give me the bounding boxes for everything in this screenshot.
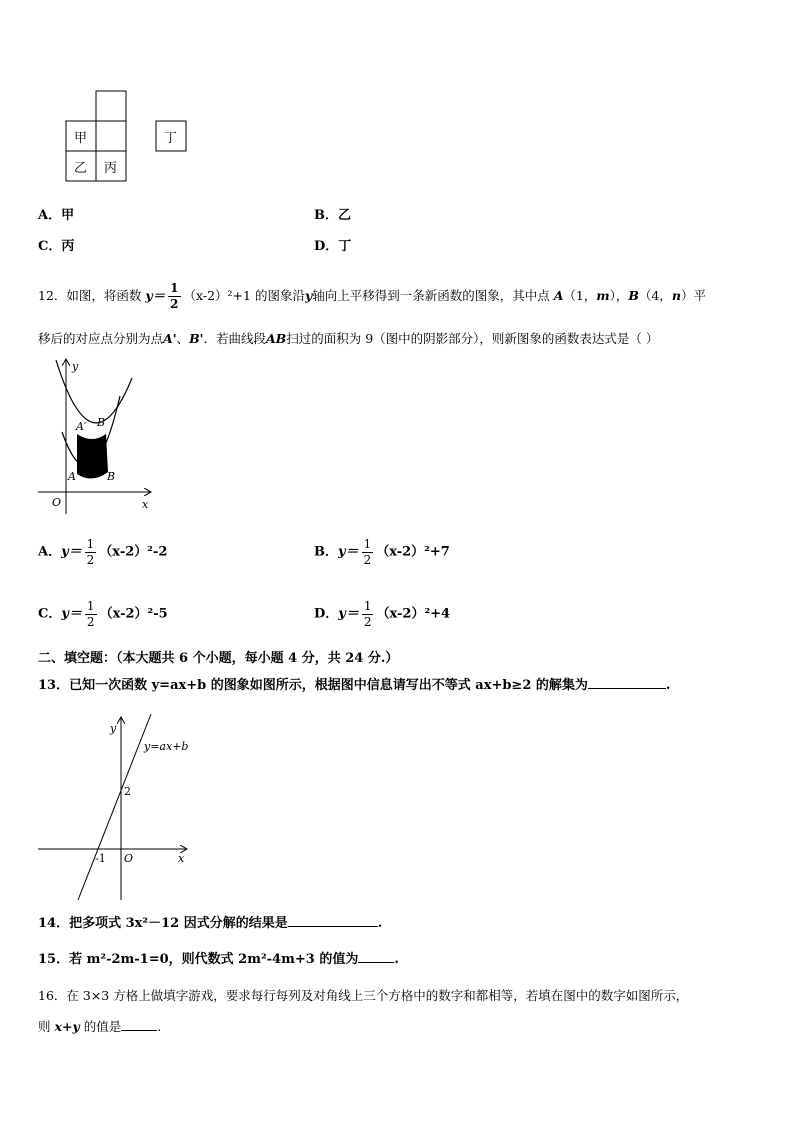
q12-option-b[interactable]: [314, 538, 450, 566]
shifted-parabola: [56, 360, 132, 423]
q16-line2-b: 的值是: [83, 1019, 122, 1034]
q12-number: 12．: [38, 288, 67, 303]
option-letter: C．: [38, 606, 62, 622]
q12-option-a[interactable]: [38, 538, 167, 566]
option-tail: （x-2）²-2: [99, 544, 168, 560]
graph-label-x: x: [178, 852, 185, 865]
graph-label-a: A: [68, 470, 76, 483]
graph-label-a-prime: A′: [76, 420, 87, 433]
q12-sep: 、: [176, 331, 190, 346]
option-fraction: [362, 600, 374, 628]
q12-m: m: [596, 288, 610, 303]
q12-text-part3: 轴向上平移得到一条新函数的图象，其中点: [312, 288, 550, 303]
graph-line-label: y=ax+b: [144, 740, 189, 753]
shaded-region: [77, 434, 108, 479]
net-label-bing: 丙: [104, 161, 118, 176]
q12-line2: [38, 333, 658, 346]
frac-denominator: 2: [363, 614, 372, 629]
q15-answer-blank[interactable]: [358, 961, 394, 963]
q12-parabola-graph: [36, 356, 161, 516]
frac-denominator: 2: [170, 297, 179, 311]
q12-text-part1: 如图，将函数: [66, 288, 142, 303]
q15-end: .: [394, 952, 399, 967]
q12-ab: AB: [265, 331, 287, 346]
q12-text-part4: ）平: [681, 288, 707, 303]
option-letter: B．: [314, 544, 338, 560]
graph-label-y: y: [72, 360, 79, 373]
q16-xy: x+y: [54, 1019, 80, 1034]
q13-stem: [38, 679, 670, 692]
q12-point-a: A: [553, 288, 564, 303]
y-intercept-label: 2: [124, 785, 131, 798]
q12-fraction: [168, 282, 180, 310]
option-tail: （x-2）²+4: [376, 606, 451, 622]
option-fraction: [85, 600, 97, 628]
option-y-eq: y＝: [61, 606, 82, 622]
q11-option-a[interactable]: A．甲: [38, 208, 75, 223]
frac-numerator: 1: [86, 599, 95, 613]
frac-numerator: 1: [363, 537, 372, 551]
q12-close-a: ），: [609, 288, 629, 303]
graph-label-b-prime: B′: [97, 416, 108, 429]
frac-denominator: 2: [363, 552, 372, 567]
net-label-ding: 丁: [164, 131, 178, 146]
graph-label-origin: O: [124, 852, 134, 865]
q11-option-c[interactable]: C．丙: [38, 239, 75, 254]
q12-coords-b: （4，: [638, 288, 672, 303]
frac-numerator: 1: [363, 599, 372, 613]
function-line: [78, 714, 151, 900]
q12-n: n: [671, 288, 681, 303]
q12-line2-b: ．若曲线段: [203, 331, 266, 346]
q16-end: .: [157, 1019, 162, 1034]
q13-line-graph: [36, 712, 196, 904]
q12-option-d[interactable]: [314, 600, 450, 628]
q14-text: 14．把多项式 3x²－12 因式分解的结果是: [38, 916, 288, 931]
option-fraction: [85, 538, 97, 566]
cube-net-figure: [60, 85, 200, 190]
q12-coords-a: （1，: [563, 288, 597, 303]
option-y-eq: y＝: [338, 544, 359, 560]
x-intercept-label: -1: [95, 852, 106, 865]
option-tail: （x-2）²+7: [376, 544, 450, 560]
option-y-eq: y＝: [338, 606, 359, 622]
q16-line2-a: 则: [38, 1019, 51, 1034]
net-label-yi: 乙: [74, 161, 88, 176]
q12-text-part2: （x-2）²+1 的图象沿: [183, 288, 305, 303]
frac-numerator: 1: [86, 537, 95, 551]
q13-answer-blank[interactable]: [588, 687, 666, 689]
q16-answer-blank[interactable]: [121, 1029, 157, 1031]
section-heading-fill-blank: 二、填空题：（本大题共 6 个小题，每小题 4 分，共 24 分.）: [38, 651, 399, 666]
q12-option-c[interactable]: [38, 600, 168, 628]
option-letter: A．: [38, 544, 62, 560]
q12-y-eq: y＝: [145, 288, 166, 303]
q12-a-prime: A': [163, 331, 177, 346]
option-letter: D．: [314, 606, 339, 622]
graph-label-origin: O: [52, 496, 62, 509]
q14-stem: [38, 917, 382, 930]
q16-line2: [38, 1021, 161, 1034]
frac-denominator: 2: [86, 614, 95, 629]
option-fraction: [362, 538, 374, 566]
q12-b-prime: B': [189, 331, 204, 346]
q12-line2-a: 移后的对应点分别为点: [38, 331, 164, 346]
option-tail: （x-2）²-5: [99, 606, 168, 622]
q13-end: .: [665, 678, 671, 693]
q12-y-var: y: [304, 288, 313, 303]
graph-label-b: B: [107, 470, 116, 483]
q11-option-d[interactable]: D．丁: [314, 239, 352, 254]
q14-end: .: [377, 916, 383, 931]
frac-denominator: 2: [86, 552, 95, 567]
q12-point-b: B: [628, 288, 639, 303]
q15-stem: [38, 953, 399, 966]
q12-line2-c: 扫过的面积为 9（图中的阴影部分），则新图象的函数表达式是（ ）: [286, 331, 659, 346]
q15-text: 15．若 m²-2m-1=0，则代数式 2m²-4m+3 的值为: [38, 952, 359, 967]
q11-option-b[interactable]: B．乙: [314, 208, 351, 223]
graph-label-y: y: [110, 722, 117, 735]
net-label-jia: 甲: [74, 131, 88, 146]
q12-line1: [38, 281, 706, 311]
q14-answer-blank[interactable]: [288, 925, 378, 927]
graph-label-x: x: [142, 498, 149, 511]
q13-text: 13．已知一次函数 y=ax+b 的图象如图所示，根据图中信息请写出不等式 ax+b≥2 的解集为: [38, 678, 588, 693]
option-y-eq: y＝: [61, 544, 82, 560]
frac-numerator: 1: [170, 281, 179, 296]
q16-line1: 16．在 3×3 方格上做填字游戏，要求每行每列及对角线上三个方格中的数字和都相等，若填在图中的数字如图所示，: [38, 988, 689, 1003]
